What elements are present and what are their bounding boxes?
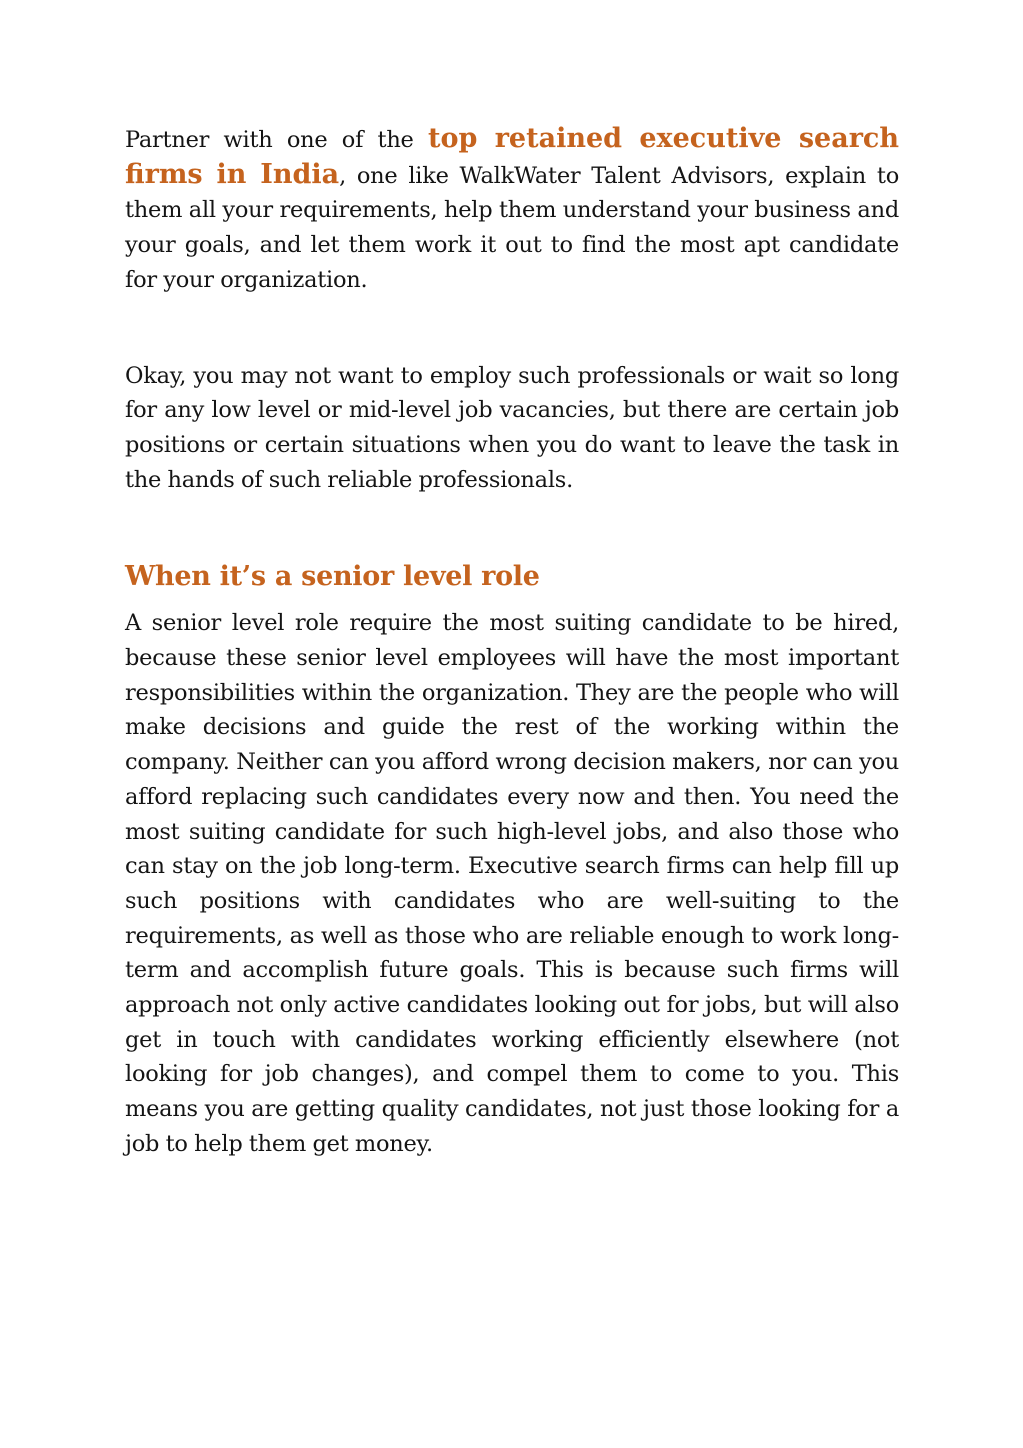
intro-text-before-link: Partner with one of the xyxy=(125,127,428,153)
document-page xyxy=(125,122,899,1162)
intro-paragraph xyxy=(125,122,899,298)
senior-role-paragraph: A senior level role require the most suiting candidate to be hired, because these senior level employees will have the most important responsibilities within the organization. They are the people who will make decisions and guide the rest of the working within the company. Neither can you afford wrong decision makers, nor can you afford replacing such candidates every now and then. You need the most suiting candidate for such high-level jobs, and also those who can stay on the job long-term. Executive search firms can help fill up such positions with candidates who are well-suiting to the requirements, as well as those who are reliable enough to work long-term and accomplish future goals. This is because such firms will approach not only active candidates looking out for jobs, but will also get in touch with candidates working efficiently elsewhere (not looking for job changes), and compel them to come to you. This means you are getting quality candidates, not just those looking for a job to help them get money. xyxy=(125,610,899,1157)
section-heading: When it’s a senior level role xyxy=(125,561,540,593)
second-paragraph: Okay, you may not want to employ such professionals or wait so long for any low level or mid-level job vacancies, but there are certain job positions or certain situations when you do want to leave the task in the hands of such reliable professionals. xyxy=(125,362,899,493)
search-firms-link[interactable]: top retained executive search firms in India xyxy=(125,123,899,190)
intro-text-after-link: , one like WalkWater Talent Advisors, explain to them all your requirements, help them understand your business and your goals, and let them work it out to find the most apt candidate for your organization. xyxy=(125,162,899,293)
